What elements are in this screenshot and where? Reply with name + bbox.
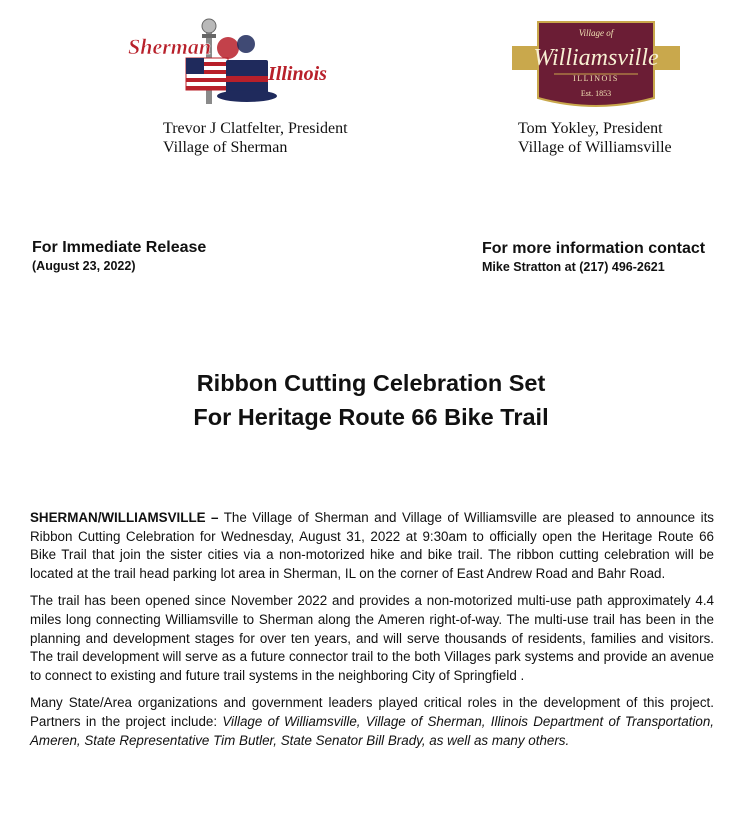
- headline-line-2: For Heritage Route 66 Bike Trail: [193, 404, 549, 430]
- release-block: [32, 239, 206, 273]
- illinois-wordmark: Illinois: [268, 63, 327, 85]
- seal-state: ILLINOIS: [573, 74, 619, 83]
- williamsville-logo: [512, 18, 680, 112]
- press-release-body: [30, 509, 714, 759]
- seal-est: Est. 1853: [580, 89, 612, 98]
- contact-block: [482, 240, 705, 274]
- williamsville-village-name: Village of Williamsville: [518, 139, 672, 156]
- release-date: (August 23, 2022): [32, 259, 136, 273]
- paragraph-1-text: The Village of Sherman and Village of Williamsville are pleased to announce its Ribbon Cutting Celebration for Wednesday, August 31, 2022 at 9:30am to officially open the Heritage Route 66 Bike Trail that join the sister cities via a non-motorized hike and bike trail. The ribbon cutting celebration will be located at the trail head parking lot area in Sherman, IL on the corner of East Andrew Road and Bahr Road.: [30, 510, 714, 581]
- contact-heading: For more information contact: [482, 240, 706, 257]
- sherman-village-name: Village of Sherman: [163, 139, 288, 156]
- sherman-wordmark: Sherman: [128, 34, 212, 59]
- release-heading: For Immediate Release: [32, 239, 207, 256]
- headline-line-1: Ribbon Cutting Celebration Set: [196, 370, 546, 396]
- paragraph-3-text: Many State/Area organizations and government leaders played critical roles in the development of this project. Partners in the project include:: [30, 695, 714, 729]
- seal-top-text: Village of: [578, 28, 614, 38]
- headline: [0, 366, 742, 434]
- dateline: SHERMAN/WILLIAMSVILLE –: [30, 510, 219, 525]
- paragraph-2: The trail has been opened since November 2022 and provides a non-motorized multi-use path approximately 4.4 miles long connecting Williamsville to Sherman along the Ameren right-of-way. The multi-use trail has been in the planning and development stages for over ten years, and will serve thousands of residents, families and visitors. The trail development will serve as a future connector trail to the both Villages park systems and provide an avenue to connect to existing and future trail systems in the neighboring City of Springfield .: [30, 593, 714, 683]
- williamsville-president-block: [518, 119, 672, 157]
- sherman-logo: [128, 14, 334, 106]
- williamsville-president-name: Tom Yokley, President: [518, 120, 663, 137]
- sherman-president-block: [163, 119, 348, 157]
- sherman-president-name: Trevor J Clatfelter, President: [163, 120, 348, 137]
- contact-detail: Mike Stratton at (217) 496-2621: [482, 260, 665, 274]
- paragraph-3: [30, 694, 714, 750]
- seal-name: Williamsville: [533, 45, 659, 71]
- partners-list: Village of Williamsville, Village of Sherman, Illinois Department of Transportation, Ameren, State Representative Tim Butler, State Senator Bill Brady, as well as many others.: [30, 713, 714, 748]
- paragraph-1: [30, 509, 714, 583]
